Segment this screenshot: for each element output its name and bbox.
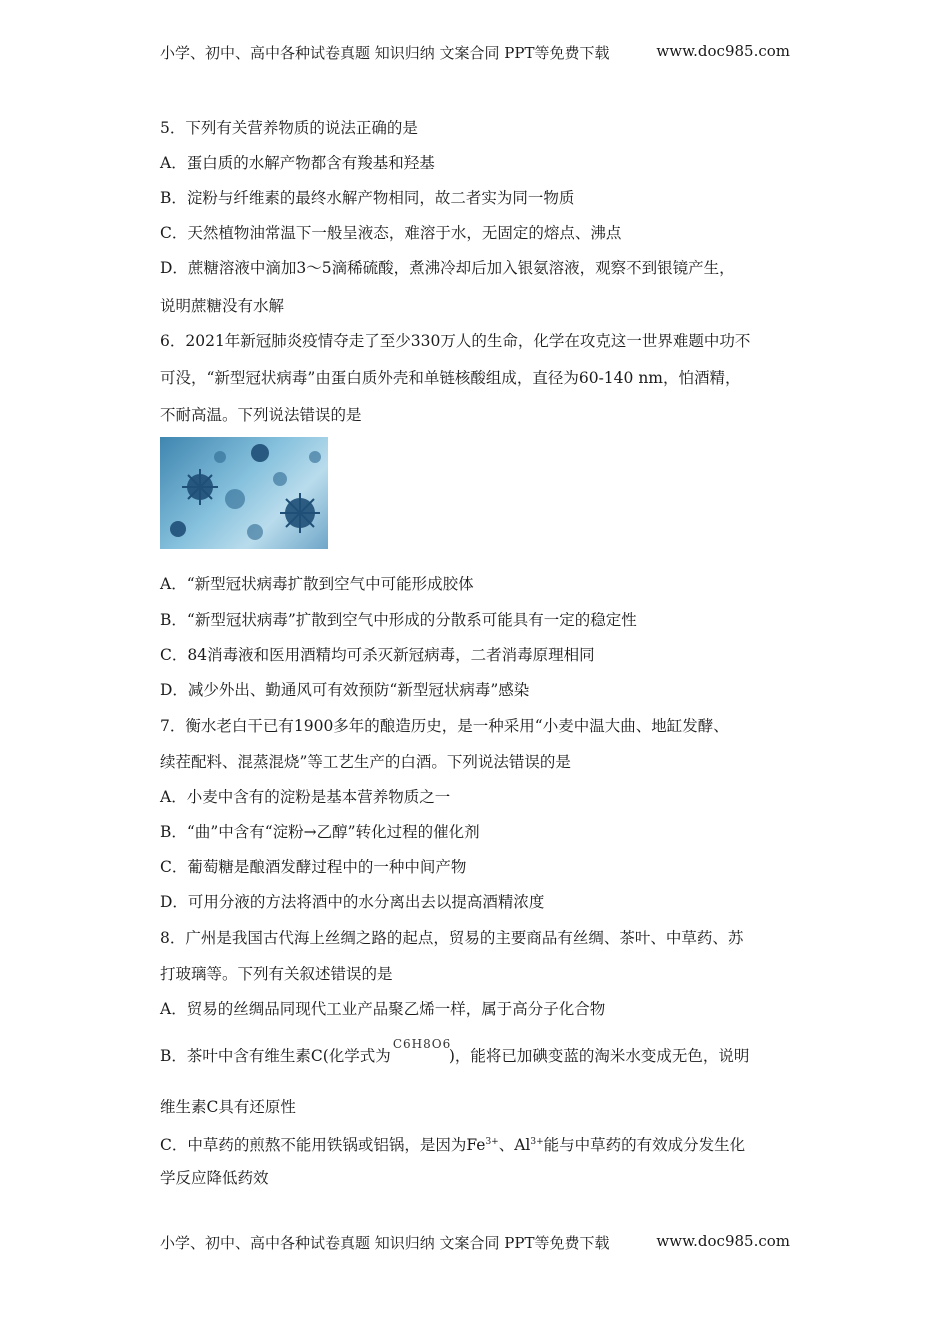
q6-option-b: B．“新型冠状病毒”扩散到空气中形成的分散系可能具有一定的稳定性 xyxy=(160,611,637,629)
al-charge: 3+ xyxy=(530,1137,544,1147)
virus-illustration xyxy=(160,437,328,549)
q8-stem-1: 8．广州是我国古代海上丝绸之路的起点，贸易的主要商品有丝绸、茶叶、中草药、苏 xyxy=(160,929,744,947)
q8-option-c-cont: 学反应降低药效 xyxy=(160,1169,269,1187)
q6-stem-3: 不耐高温。下列说法错误的是 xyxy=(160,406,362,424)
q5-option-d: D．蔗糖溶液中滴加3～5滴稀硫酸，煮沸冷却后加入银氨溶液，观察不到银镜产生， xyxy=(160,259,735,277)
q8-option-c-pre: C．中草药的煎熬不能用铁锅或铝锅，是因为Fe xyxy=(160,1136,486,1154)
q8-option-b-pre: B．茶叶中含有维生素C(化学式为 xyxy=(160,1047,391,1065)
q8-option-a: A．贸易的丝绸品同现代工业产品聚乙烯一样，属于高分子化合物 xyxy=(160,1000,606,1018)
q6-option-d: D．减少外出、勤通风可有效预防“新型冠状病毒”感染 xyxy=(160,681,530,699)
q8-option-c-post: 能与中草药的有效成分发生化 xyxy=(543,1136,746,1154)
q5-option-d-cont: 说明蔗糖没有水解 xyxy=(160,297,285,315)
formula-text: C6H8O6 xyxy=(392,1037,452,1051)
q5-option-b: B．淀粉与纤维素的最终水解产物相同，故二者实为同一物质 xyxy=(160,189,575,207)
q8-option-b xyxy=(160,1037,750,1066)
page-header xyxy=(160,42,790,63)
q6-stem-2: 可没，“新型冠状病毒”由蛋白质外壳和单链核酸组成，直径为60-140 nm，怕酒精， xyxy=(160,369,741,387)
q8-stem-2: 打玻璃等。下列有关叙述错误的是 xyxy=(160,965,393,983)
q5-option-a: A．蛋白质的水解产物都含有羧基和羟基 xyxy=(160,154,435,172)
q7-stem-1: 7．衡水老白干已有1900多年的酿造历史，是一种采用“小麦中温大曲、地缸发酵、 xyxy=(160,717,729,735)
fe-charge: 3+ xyxy=(485,1137,499,1147)
q7-option-a: A．小麦中含有的淀粉是基本营养物质之一 xyxy=(160,788,451,806)
q7-option-c: C．葡萄糖是酿酒发酵过程中的一种中间产物 xyxy=(160,858,467,876)
footer-site-link[interactable]: www.doc985.com xyxy=(656,1232,790,1250)
q6-stem-1: 6．2021年新冠肺炎疫情夺走了至少330万人的生命，化学在攻克这一世界难题中功不 xyxy=(160,332,751,350)
q6-option-c: C．84消毒液和医用酒精均可杀灭新冠病毒，二者消毒原理相同 xyxy=(160,646,595,664)
header-site-link[interactable]: www.doc985.com xyxy=(656,42,790,60)
q8-option-b-post: )，能将已加碘变蓝的淘米水变成无色，说明 xyxy=(448,1047,750,1065)
page-footer xyxy=(160,1232,790,1253)
vitamin-c-formula xyxy=(391,1037,452,1066)
q8-option-c-mid: 、Al xyxy=(498,1136,531,1154)
header-text: 小学、初中、高中各种试卷真题 知识归纳 文案合同 PPT等免费下载 xyxy=(160,44,610,62)
q7-stem-2: 续茬配料、混蒸混烧”等工艺生产的白酒。下列说法错误的是 xyxy=(160,753,571,771)
q8-option-c xyxy=(160,1132,745,1155)
q5-stem: 5．下列有关营养物质的说法正确的是 xyxy=(160,119,418,137)
q7-option-d: D．可用分液的方法将酒中的水分离出去以提高酒精浓度 xyxy=(160,893,545,911)
q5-option-c: C．天然植物油常温下一般呈液态，难溶于水，无固定的熔点、沸点 xyxy=(160,224,622,242)
q8-option-b-cont: 维生素C具有还原性 xyxy=(160,1098,296,1116)
footer-text: 小学、初中、高中各种试卷真题 知识归纳 文案合同 PPT等免费下载 xyxy=(160,1234,610,1252)
q7-option-b: B．“曲”中含有“淀粉→乙醇”转化过程的催化剂 xyxy=(160,823,480,841)
q6-option-a: A．“新型冠状病毒扩散到空气中可能形成胶体 xyxy=(160,575,474,593)
